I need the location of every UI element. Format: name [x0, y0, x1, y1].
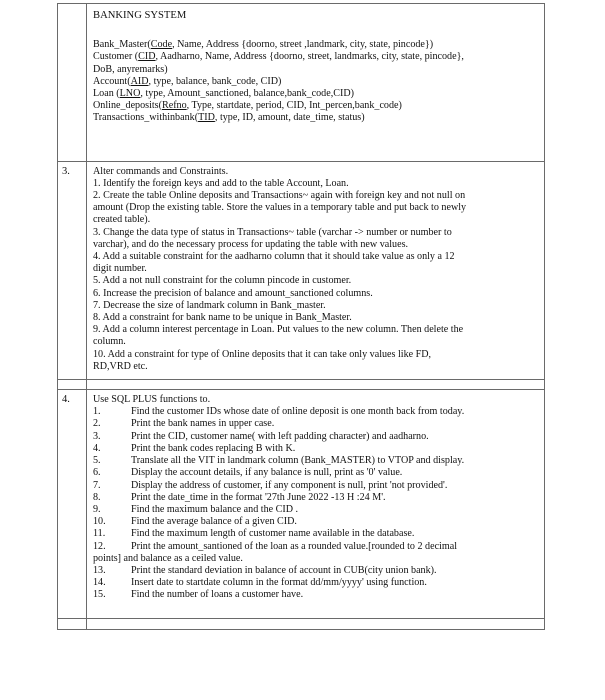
list-item: 1. Find the customer IDs whose date of online deposit is one month back from today. [93, 406, 465, 418]
list-item: 5. Translate all the VIT in landmark column (Bank_MASTER) to VTOP and display. [93, 455, 465, 467]
schema-line: Online_deposits(Refno, Type, startdate, period, CID, Int_percen,bank_code) [93, 100, 402, 112]
list-item: 14. Insert date to startdate column in the format dd/mm/yyyy' using function. [93, 577, 427, 589]
section-3-line: amount (Drop the existing table. Store the values in a temporary table and put back to newly [93, 202, 467, 214]
section-3-line: 6. Increase the precision of balance and amount_sanctioned columns. [93, 287, 373, 299]
schema-line: Loan (LNO, type, Amount_sanctioned, balance,bank_code,CID) [93, 88, 354, 100]
section-4-title: Use SQL PLUS functions to. [93, 394, 211, 406]
section-3-line: 1. Identify the foreign keys and add to the table Account, Loan. [93, 177, 349, 189]
primary-key: Refno [161, 100, 187, 112]
spacer-cell [58, 380, 87, 390]
section-3-line: 9. Add a column interest percentage in Loan. Put values to the new column. Then delete the [93, 324, 464, 336]
spacer-row [58, 380, 545, 390]
schema-line-continued: DoB, anyremarks) [93, 63, 168, 75]
primary-key: Code [150, 39, 173, 51]
schema-row [58, 4, 545, 162]
schema-line: Transactions_withinbank(TID, type, ID, amount, date_time, status) [93, 112, 365, 124]
section-3-cell [87, 161, 545, 379]
schema-number-cell [58, 4, 87, 162]
list-item: 3. Print the CID, customer name( with left padding character) and aadharno. [93, 430, 429, 442]
list-item: 6. Display the account details, if any balance is null, print as '0' value. [93, 467, 403, 479]
section-4-row [58, 390, 545, 618]
list-item: 9. Find the maximum balance and the CID . [93, 503, 299, 515]
list-item-continued: points] and balance as a ceiled value. [93, 552, 243, 564]
section-3-line: RD,VRD etc. [93, 360, 148, 372]
primary-key: TID [198, 112, 215, 124]
section-3-line: Alter commands and Constraints. [93, 165, 229, 177]
list-item: 4. Print the bank codes replacing B with K. [93, 442, 296, 454]
list-item: 2. Print the bank names in upper case. [93, 418, 275, 430]
list-item: 11. Find the maximum length of customer name available in the database. [93, 528, 415, 540]
section-3-row [58, 161, 545, 379]
spacer-cell [87, 380, 545, 390]
section-3-line: 2. Create the table Online deposits and Transactions~ again with foreign key and not null on [93, 190, 466, 202]
list-item: 15. Find the number of loans a customer have. [93, 589, 304, 601]
list-item: 12. Print the amount_santioned of the loan as a rounded value.[rounded to 2 decimal [93, 540, 457, 552]
schema-line: Bank_Master(Code, Name, Address {doorno, street ,landmark, city, state, pincode}) [93, 39, 434, 51]
list-item: 10. Find the average balance of a given CID. [93, 516, 297, 528]
primary-key: AID [130, 75, 149, 87]
section-3-line: 5. Add a not null constraint for the column pincode in customer. [93, 275, 352, 287]
section-3-line: created table). [93, 214, 151, 226]
assignment-table [57, 3, 545, 630]
section-3-line: 3. Change the data type of status in Transactions~ table (varchar -> number or number to [93, 226, 452, 238]
list-item: 8. Print the date_time in the format '27th June 2022 -13 H :24 M'. [93, 491, 386, 503]
section-3-line: 8. Add a constraint for bank name to be unique in Bank_Master. [93, 312, 352, 324]
primary-key: CID [138, 51, 156, 63]
empty-row [58, 618, 545, 629]
empty-cell [87, 618, 545, 629]
section-4-number: 4. [58, 390, 87, 618]
section-3-line: digit number. [93, 263, 147, 275]
section-4-cell [87, 390, 545, 618]
schema-line: Customer (CID, Aadharno, Name, Address {doorno, street, landmarks, city, state, pincode}, [93, 51, 464, 63]
empty-cell [58, 618, 87, 629]
section-3-line: 4. Add a suitable constraint for the aadharno column that it should take value as only a 12 [93, 251, 455, 263]
section-heading: BANKING SYSTEM [93, 10, 187, 21]
section-3-number: 3. [58, 161, 87, 379]
section-3-line: 10. Add a constraint for type of Online deposits that it can take only values like FD, [93, 348, 432, 360]
primary-key: LNO [119, 88, 141, 100]
section-3-line: 7. Decrease the size of landmark column in Bank_master. [93, 299, 326, 311]
section-3-line: varchar), and do the necessary process for updating the table with new values. [93, 238, 409, 250]
section-3-line: column. [93, 336, 126, 348]
schema-cell [87, 4, 545, 162]
document-sheet [57, 3, 545, 630]
list-item: 7. Display the address of customer, if any component is null, print 'not provided'. [93, 479, 448, 491]
schema-line: Account(AID, type, balance, bank_code, CID) [93, 75, 282, 87]
list-item: 13. Print the standard deviation in balance of account in CUB(city union bank). [93, 564, 437, 576]
